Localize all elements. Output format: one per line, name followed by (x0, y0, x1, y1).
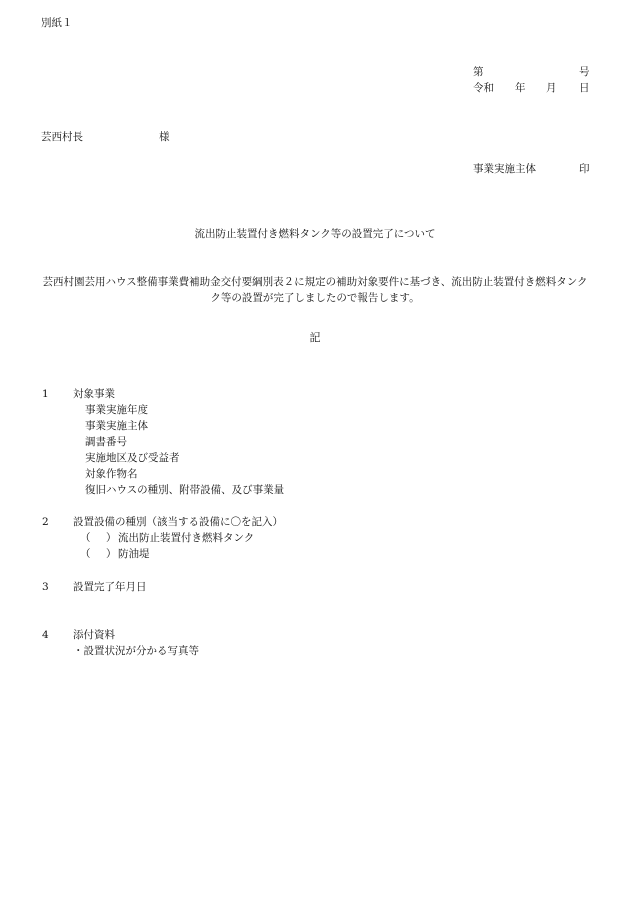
date-era: 令和 (473, 82, 494, 94)
attachment-label: 別紙１ (41, 17, 73, 29)
section-4-number: 4 (42, 629, 49, 641)
option-row-fuel-tank (80, 530, 254, 546)
ki-mark: 記 (309, 331, 321, 344)
date-year: 年 (515, 82, 526, 94)
body-line-1: 芸西村園芸用ハウス整備事業費補助金交付要綱別表２に規定の補助対象要件に基づき、流出防止装置付き燃料タンク (42, 276, 588, 288)
doc-number-suffix: 号 (579, 66, 590, 78)
section-1-item: 調書番号 (85, 436, 127, 448)
option-row-oil-dike (80, 546, 150, 562)
section-4-bullet: ・設置状況が分かる写真等 (73, 645, 199, 657)
date-day: 日 (579, 82, 590, 94)
addressee-honorific: 様 (159, 131, 170, 143)
section-1-number: 1 (42, 388, 49, 400)
document-title: 流出防止装置付き燃料タンク等の設置完了について (194, 228, 436, 240)
addressee-name: 芸西村長 (41, 131, 83, 143)
option-label: 流出防止装置付き燃料タンク (118, 532, 255, 544)
option-paren-close: ） (106, 548, 117, 560)
sender-label: 事業実施主体 (473, 163, 536, 175)
option-paren-open: （ (80, 532, 91, 544)
section-1-item: 実施地区及び受益者 (85, 452, 180, 464)
date-month: 月 (546, 82, 557, 94)
section-1-item: 復旧ハウスの種別、附帯設備、及び事業量 (85, 484, 285, 496)
option-paren-close: ） (106, 532, 117, 544)
body-line-2: ク等の設置が完了しましたので報告します。 (210, 292, 420, 304)
section-2-number: 2 (42, 516, 49, 528)
option-label: 防油堤 (118, 548, 150, 560)
section-1-item: 事業実施主体 (85, 420, 148, 432)
section-2-title: 設置設備の種別（該当する設備に〇を記入） (73, 516, 283, 528)
section-3-title: 設置完了年月日 (73, 581, 147, 593)
section-1-item: 対象作物名 (85, 468, 138, 480)
section-1-title: 対象事業 (73, 388, 115, 400)
option-paren-open: （ (80, 548, 91, 560)
section-4-title: 添付資料 (73, 629, 115, 641)
seal-mark: 印 (579, 163, 590, 175)
doc-number-prefix: 第 (473, 66, 484, 78)
section-1-item: 事業実施年度 (85, 404, 148, 416)
section-3-number: 3 (42, 581, 49, 593)
